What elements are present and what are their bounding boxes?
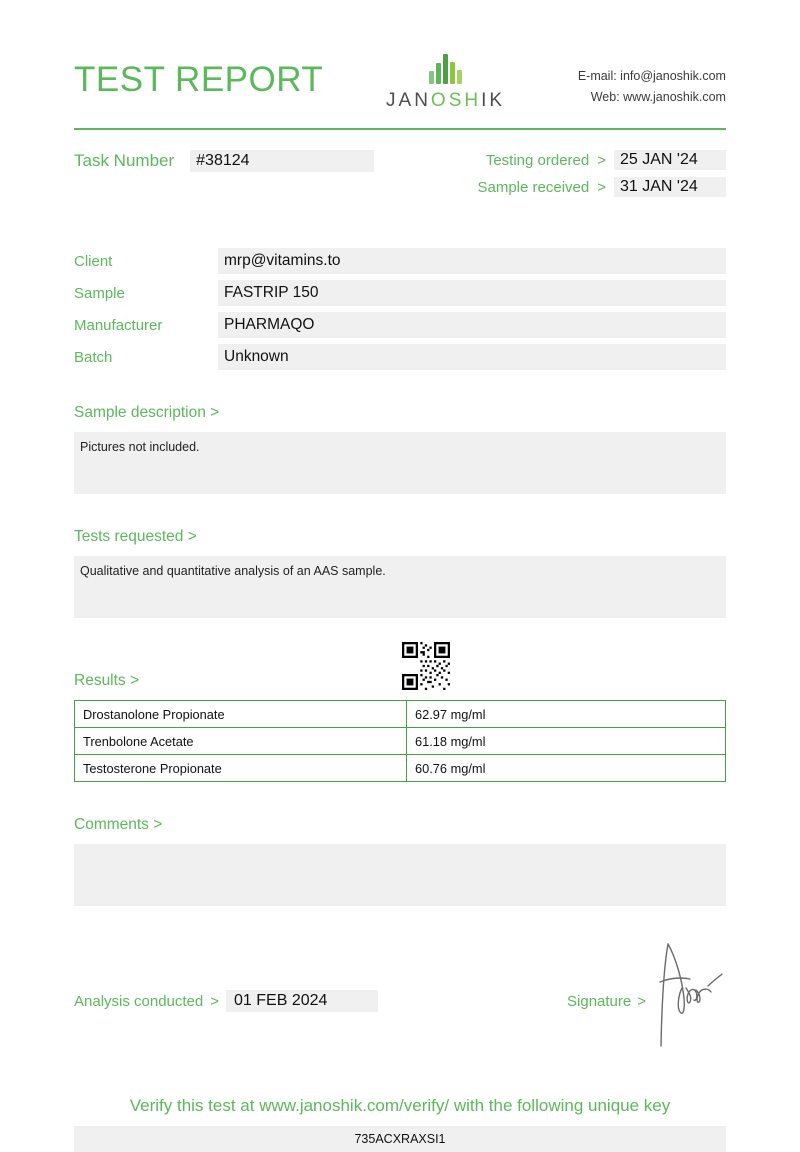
- tests-requested-box: Qualitative and quantitative analysis of an AAS sample.: [74, 556, 726, 618]
- sample-received-row: [478, 177, 727, 197]
- task-number-label: Task Number: [74, 151, 175, 170]
- testing-ordered-caret: >: [597, 151, 606, 169]
- info-key-batch: Batch: [74, 348, 113, 366]
- results-header: [74, 642, 726, 694]
- info-key-sample: Sample: [74, 284, 125, 302]
- page-title: TEST REPORT: [74, 60, 324, 99]
- sample-received-caret: >: [597, 178, 606, 196]
- table-row: [75, 755, 726, 782]
- comments-box: [74, 844, 726, 906]
- analysis-conducted-label: Analysis conducted: [74, 992, 204, 1010]
- task-section: [74, 150, 726, 204]
- janoshik-logo: [386, 44, 505, 112]
- result-value-0: 62.97 mg/ml: [407, 701, 726, 728]
- analysis-conducted-group: [74, 990, 378, 1012]
- info-key-manufacturer: Manufacturer: [74, 316, 163, 334]
- analysis-conducted-date: 01 FEB 2024: [226, 990, 378, 1012]
- contact-web: Web: www.janoshik.com: [590, 90, 726, 105]
- task-number-group: [74, 150, 374, 172]
- qr-code-icon: [402, 642, 450, 690]
- analysis-conducted-caret: >: [210, 992, 220, 1010]
- info-value-batch: Unknown: [218, 344, 726, 370]
- sample-description-box: Pictures not included.: [74, 432, 726, 494]
- table-row: [75, 701, 726, 728]
- analysis-section: [74, 946, 726, 1056]
- report-header: [74, 0, 726, 112]
- logo-text-left: JAN: [386, 90, 431, 111]
- dates-group: [478, 150, 727, 204]
- signature-group: [567, 946, 726, 1056]
- logo-text-mid: OSH: [430, 90, 482, 111]
- sample-received-value: 31 JAN '24: [614, 177, 726, 197]
- sample-received-label: Sample received: [477, 178, 590, 196]
- table-row: [75, 728, 726, 755]
- signature-caret: >: [637, 992, 646, 1010]
- info-row-sample: [74, 280, 726, 306]
- info-value-sample: FASTRIP 150: [218, 280, 726, 306]
- sample-description-title: Sample description >: [74, 404, 220, 421]
- logo-wordmark: [386, 90, 505, 112]
- results-title: Results >: [74, 672, 140, 689]
- results-table: [74, 700, 726, 782]
- testing-ordered-row: [478, 150, 727, 170]
- sample-info-table: [74, 248, 726, 370]
- info-value-client: mrp@vitamins.to: [218, 248, 726, 274]
- signature-label: Signature: [567, 992, 632, 1010]
- verify-text: Verify this test at www.janoshik.com/verify/ with the following unique key: [129, 1096, 671, 1115]
- comments-title: Comments >: [74, 816, 163, 833]
- result-name-2: Testosterone Propionate: [75, 755, 407, 782]
- unique-key-value: 735ACXRAXSI1: [74, 1126, 726, 1152]
- info-value-manufacturer: PHARMAQO: [218, 312, 726, 338]
- logo-bars-icon: [386, 50, 505, 84]
- contact-block: [578, 44, 726, 109]
- signature-icon: [656, 936, 726, 1056]
- result-value-1: 61.18 mg/ml: [407, 728, 726, 755]
- info-row-client: [74, 248, 726, 274]
- testing-ordered-label: Testing ordered: [485, 151, 590, 169]
- info-row-manufacturer: [74, 312, 726, 338]
- result-name-1: Trenbolone Acetate: [75, 728, 407, 755]
- result-value-2: 60.76 mg/ml: [407, 755, 726, 782]
- testing-ordered-value: 25 JAN '24: [614, 150, 726, 170]
- info-row-batch: [74, 344, 726, 370]
- task-number-value: #38124: [190, 150, 374, 172]
- tests-requested-title: Tests requested >: [74, 528, 197, 545]
- result-name-0: Drostanolone Propionate: [75, 701, 407, 728]
- header-divider: [74, 128, 726, 130]
- logo-text-right: IK: [481, 90, 506, 111]
- info-key-client: Client: [74, 252, 113, 270]
- contact-email: E-mail: info@janoshik.com: [577, 69, 726, 83]
